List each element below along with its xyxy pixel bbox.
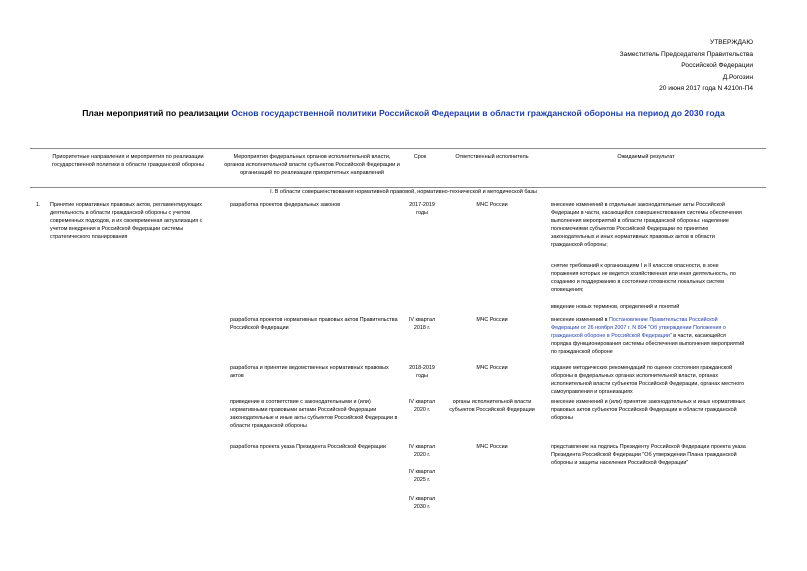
table-row-3-executor: МЧС России: [476, 365, 508, 371]
table-top-border: [30, 148, 766, 149]
table-row-2-result-post: в части, касающейся порядка функционирования системы обеспечения выполнения мероприятий по гражданской обороне: [551, 333, 745, 356]
table-row-1-result-c: введение новых терминов, определений и понятий: [551, 304, 680, 310]
plan-title-prefix: План мероприятий по реализации: [82, 108, 232, 118]
header-result: Ожидаемый результат: [617, 154, 675, 160]
header-directions: Приоритетные направления и мероприятия по реализации государственной политики в области гражданской обороны: [51, 154, 205, 169]
table-row-1-term: 2017-2019 годы: [409, 202, 435, 217]
table-row-1-executor: МЧС России: [476, 202, 508, 208]
plan-title: [0, 108, 807, 118]
table-row-2-term: IV квартал 2018 г.: [408, 317, 436, 332]
header-term: Срок: [413, 154, 427, 160]
table-header-border: [30, 187, 766, 188]
table-row-5-term-1: IV квартал 2020 г.: [408, 444, 436, 459]
table-row-3-result: издание методических рекомендаций по оценке состояния гражданской обороны в федеральных органах исполнительной власти, органах исполнительной власти субъектов Российской Федерации, органах местного самоуправления и организациях: [551, 365, 745, 396]
item-number: 1.: [36, 202, 41, 208]
table-row-5-term-3: IV квартал 2030 г.: [408, 496, 436, 511]
table-row-2-executor: МЧС России: [476, 317, 508, 323]
approval-date: 20 июня 2017 года N 4210п-П4: [659, 85, 753, 92]
table-row-1-result-b: снятие требований к организациям I и II классов опасности, в зоне поражения которых не ведется хозяйственная или иная деятельность, по созданию и поддержанию в состоянии готовности локальных систем оповещения;: [551, 263, 736, 294]
table-row-5-term-2: IV квартал 2025 г.: [408, 469, 436, 484]
table-row-4-measure: приведение в соответствие с законодательными и (или) нормативными правовыми актами Российской Федерации законодательные и иные акты субъектов Российской Федерации в области гражданской обороны: [230, 399, 398, 430]
item-direction: Принятие нормативных правовых актов, регламентирующих деятельность в области гражданской обороны с учетом современных подходов, и их своевременная актуализация с учетом внедрения в Российской Федерации системы стратегического планирования: [50, 202, 203, 241]
approval-block: [620, 37, 753, 95]
table-row-4-result: внесение изменений и (или) принятие законодательных и иных нормативных правовых актов субъектов Российской Федерации в области гражданской обороны: [551, 399, 746, 422]
decree-804-link[interactable]: Постановление Правительства Российской Федерации от 26 ноября 2007 г. N 804 "Об утверждении Положения о гражданской обороне в Российской Федерации": [551, 317, 726, 340]
approval-label: УТВЕРЖДАЮ: [710, 39, 753, 46]
header-executor: Ответственный исполнитель: [455, 154, 529, 160]
header-measures: Мероприятия федеральных органов исполнительной власти, органов исполнительной власти субъектов Российской Федерации и организаций по реализации приоритетных направлений: [224, 154, 400, 177]
approver-name: Д.Рогозин: [722, 73, 753, 81]
approver-position: Заместитель Председателя Правительства: [619, 50, 753, 58]
table-row-2-result-pre: внесение изменений в: [551, 317, 610, 323]
table-row-5-result: представление на подпись Президенту Российской Федерации проекта указа Президента Российской Федерации "Об утверждении Плана гражданской обороны и защиты населения Российской Федерации": [551, 444, 746, 467]
table-row-5-executor: МЧС России: [476, 444, 508, 450]
table-row-4-executor: органы исполнительной власти субъектов Российской Федерации: [449, 399, 535, 414]
section-title: I. В области совершенствования нормативной правовой, нормативно-технической и методической базы: [270, 189, 537, 195]
table-row-2-measure: разработка проектов нормативных правовых актов Правительства Российской Федерации: [230, 317, 398, 332]
table-row-1-result-a: внесение изменений в отдельные законодательные акты Российской Федерации в части, касающейся совершенствования системы обеспечения выполнения мероприятий в области гражданской обороны: наделение полномочиями субъектов Российской Федерации по принятию законодательных и иных нормативных правовых актов в области гражданской обороны;: [551, 202, 742, 249]
plan-title-link[interactable]: Основ государственной политики Российской Федерации в области гражданской обороны на период до 2030 года: [231, 108, 725, 118]
table-row-4-term: IV квартал 2020 г.: [408, 399, 436, 414]
table-row-2-result: [551, 316, 747, 356]
table-row-3-term: 2018-2019 годы: [409, 365, 435, 380]
approver-country: Российской Федерации: [681, 62, 753, 69]
table-row-1-measure: разработка проектов федеральных законов: [230, 202, 341, 208]
table-row-5-measure: разработка проекта указа Президента Российской Федерации: [230, 444, 387, 450]
table-row-3-measure: разработка и принятие ведомственных нормативных правовых актов: [230, 365, 389, 380]
